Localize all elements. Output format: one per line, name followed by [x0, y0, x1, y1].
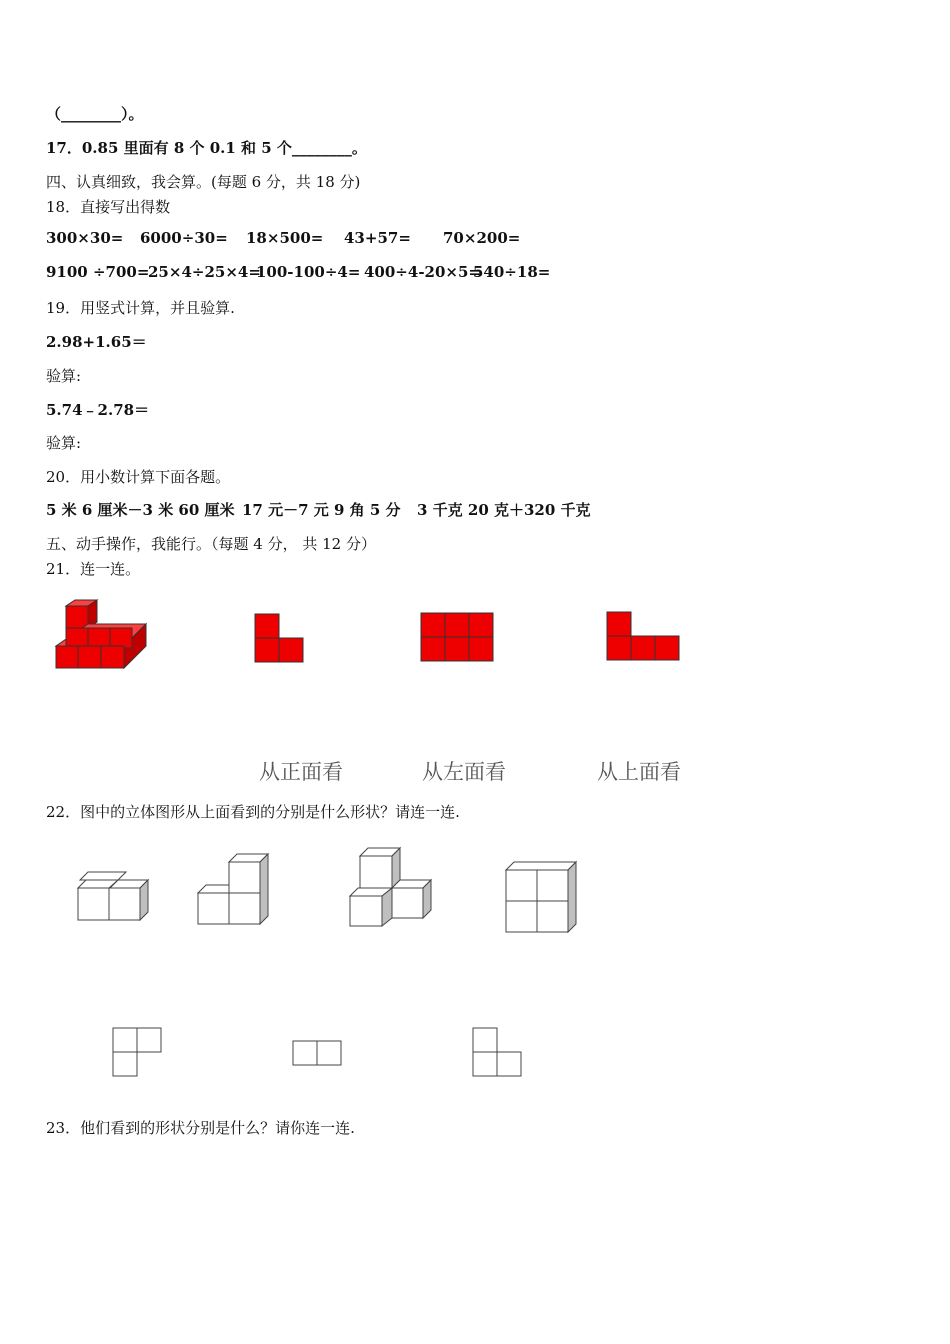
q18-expr: 6000÷30=: [140, 229, 228, 247]
section-4-heading: 四、认真细致，我会算。(每题 6 分，共 18 分): [46, 173, 361, 191]
outline-cube-solid-1: [76, 868, 152, 922]
q18-expr: 18×500=: [246, 229, 324, 247]
red-cube-solid: [52, 598, 152, 673]
q18-expr: 300×30=: [46, 229, 124, 247]
outline-cube-solid-4: [504, 860, 578, 934]
label-left-view: 从左面看: [422, 760, 506, 784]
question-23: 23．他们看到的形状分别是什么？请你连一连.: [46, 1119, 355, 1137]
label-top-view: 从上面看: [597, 760, 681, 784]
q19-expression-2: 5.74﹣2.78＝: [46, 401, 150, 419]
q20-item: 3 千克 20 克＋320 千克: [417, 501, 591, 519]
top-view-shape-3: [472, 1027, 522, 1077]
q18-expr: 400÷4-20×5=: [364, 263, 481, 281]
q18-expr: 25×4÷25×4=: [148, 263, 261, 281]
outline-cube-solid-2: [197, 852, 271, 926]
top-view-shape-2: [292, 1040, 342, 1066]
view-rectangle-3x2: [420, 612, 494, 662]
question-21: 21．连一连。: [46, 560, 141, 578]
answer-blank-line: （________）。: [46, 105, 144, 123]
question-19: 19．用竖式计算，并且验算.: [46, 299, 235, 317]
q18-expr: 9100 ÷700=: [46, 263, 150, 281]
q18-expr: 70×200=: [443, 229, 521, 247]
question-17: 17．0.85 里面有 8 个 0.1 和 5 个________。: [46, 139, 367, 157]
q18-row-2: [46, 263, 646, 283]
top-view-shape-1: [112, 1027, 162, 1077]
question-22: 22．图中的立体图形从上面看到的分别是什么形状？请连一连.: [46, 803, 460, 821]
q18-expr: 100-100÷4=: [256, 263, 361, 281]
question-18: 18．直接写出得数: [46, 198, 171, 216]
view-l-shape-long: [606, 611, 680, 661]
check-label-1: 验算:: [46, 367, 82, 385]
q18-expr: 540÷18=: [473, 263, 551, 281]
section-5-heading: 五、动手操作，我能行。（每题 4 分， 共 12 分）: [46, 535, 376, 553]
q20-items: [46, 499, 646, 519]
q18-expr: 43+57=: [344, 229, 411, 247]
view-l-shape-small: [254, 613, 304, 663]
q18-row-1: [46, 229, 646, 249]
check-label-2: 验算:: [46, 434, 82, 452]
question-20: 20．用小数计算下面各题。: [46, 468, 231, 486]
q20-item: 17 元－7 元 9 角 5 分: [242, 501, 401, 519]
q19-expression-1: 2.98+1.65＝: [46, 333, 147, 351]
outline-cube-solid-3: [349, 846, 435, 928]
label-front-view: 从正面看: [259, 760, 343, 784]
q20-item: 5 米 6 厘米－3 米 60 厘米: [46, 501, 235, 519]
